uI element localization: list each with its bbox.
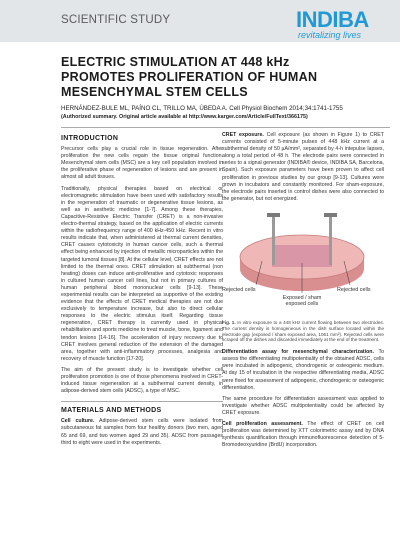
intro-paragraph-3: The aim of the present study is to investigate whether cell proliferation promotion is one of those phenomena involved in CRET-induced tissue regeneration at a subthermal current density, in adipose-derived stem cells (ADSC), a type of MSC.	[61, 366, 223, 395]
article-authors	[61, 105, 381, 121]
intro-paragraph-2: Traditionally, physical therapies based on electrical or electromagnetic stimulation have been used with satisfactory results in the regeneration of traumatic or degenerative tissue lesions, as well as in aesthetic medicine [1-7]. Among these therapies, Capacitive-Resistive Electric Transfer (CRET) is a non-invasive electro-thermal strategy, based on the application of electric currents within the radiofrequency range of 400 kHz-450 kHz. Recent in vitro results indicate that, when administered at thermal current densities, CRET causes cytotoxicity in human cancer cells, such a thermal effect being enhanced by injection of metallic microparticles within the targeted tumoral tissues [8]. At the cellular level, CRET effects are not limited to the thermal ones. CRET stimulation at subthermal (non heating) doses can induce anti-proliferative and cytotoxic responses in cultured human cancer cell lines, but not in primary cultures of human peripheral blood mononuclear cells [9-13]. These experimental results can be interpreted as supportive of the existing evidence that the effects of CRET medical therapies are not due exclusively to temperature increase, but also to direct cellular responses to the electric stimulus itself. Regarding tissue regeneration, CRET therapy is currently used in physical rehabilitation and sports medicine to treat muscle, bone, ligament and tendon lesions [14-16]. The acceleration of injury recovery due to CRET involves general reduction of the extension of the damaged area, together with anti-inflammatory processes, analgesia and recovery of muscle function [17-20].	[61, 185, 223, 362]
cret-text: Cell exposure (as shown in Figure 1) to CRET currents consisted of 5-minute pulses of 448 kHz current at a subthermal density of 50 µA/mm², separated by 4-h intepulse lapses, along a total period of 48 h. The electrode pairs were connected in series to a signal generator (INDIBA® device, INDIBA SA, Barcelona, Spain). Such exposure parameters have been proven to affect cell proliferation in previous studies by our group [9-13]. Cultures were grown in incubators and constantly monitored. For sham-exposure, the electrode pairs inserted in control dishes were also connected to the generator, but not energized.	[222, 132, 384, 202]
logo-tagline: revitalizing lives	[298, 30, 362, 40]
source-note: (Authorized summary. Original article available at http://www.karger.com/Article/FullText/366175)	[61, 114, 308, 120]
electrode-left-cap	[267, 213, 280, 217]
cret-lead: CRET exposure.	[222, 132, 264, 138]
intro-paragraph-1: Precursor cells play a crucial role in tissue regeneration. After proliferation the new cells regain the tissue original function. Mesenchymal stem cells (MSC) are a key cell population involved in the proliferative phase of regeneration of lesions and are present in almost all adult tissues.	[61, 146, 223, 181]
electrode-right-cap	[324, 213, 337, 217]
label-rejected-left: Rejected cells	[222, 286, 256, 293]
figure-1	[222, 207, 382, 317]
culture-paragraph	[61, 418, 223, 446]
section-label: SCIENTIFIC STUDY	[61, 14, 171, 26]
divider	[61, 127, 390, 128]
intro-heading: INTRODUCTION	[61, 135, 119, 142]
culture-lead: Cell culture.	[61, 418, 95, 425]
cret-paragraph	[222, 132, 384, 203]
prolif-paragraph	[222, 421, 384, 449]
prolif-lead: Cell proliferation assessment.	[222, 420, 303, 427]
diff-paragraph-2: The same procedure for differentiation assessment was applied to investigate whether ADSC multipotentiality could be affected by CRET exposure.	[222, 395, 384, 416]
author-list: HERNÁNDEZ-BULE ML, PAÍNO CL, TRILLO MA, ÚBEDA A.	[61, 105, 228, 112]
caption-lead: Fig. 1.	[222, 319, 236, 325]
right-column	[222, 132, 384, 453]
logo-wordmark: INDIBA	[296, 7, 369, 32]
left-column	[61, 132, 223, 451]
prolif-text: The effect of CRET on cell proliferation was determined by XTT colorimetric assay and by DNA synthesis quantification through immunofluorescence detection of 5-Bromodeoxyuridine (BrdU) incorporation.	[222, 420, 384, 449]
methods-heading: MATERIALS AND METHODS	[61, 401, 223, 414]
culture-text: Adipose-derived stem cells were isolated from subcutaneous fat samples from four healthy donors (two men, aged 65 and 69, and two women aged 29 and 35). ADSC from passages third to eight were used in the experiments.	[61, 418, 223, 446]
figure-caption	[222, 320, 384, 343]
citation: Cell Physiol Biochem 2014;34:1741-1755	[229, 105, 343, 112]
diff-text: To assess the differentiating multipotentiality of the obtained ADSC, cells were incubated in adipogenic, chondrogenic or osteogenic medium. At day 15 of incubation in the respective differentiating media, ADSC were fixed for assessment of adipogenic, chondrogenic or osteogenic differentiation.	[222, 349, 384, 391]
electrode-left	[272, 215, 275, 265]
diff-paragraph	[222, 349, 384, 392]
indiba-logo	[296, 7, 388, 40]
article-title: ELECTRIC STIMULATION AT 448 kHz PROMOTES PROLIFERATION OF HUMAN MESENCHYMAL STEM CELLS	[61, 55, 318, 99]
electrode-right	[329, 215, 332, 265]
label-exposed: Exposed / sham exposed cells	[282, 294, 322, 308]
caption-text: In vitro exposure to a 448 kHz current flowing between two electrodes. The current density is homogeneous in the dish surface located within the electrode gap (exposed / sham exposed area, 1061 mm²). Rejected cells were scraped off the dishes and discarded immediately at the end of the treatment.	[222, 319, 384, 343]
diff-lead: Differentiation assay for mesenchymal characterization.	[222, 349, 374, 356]
label-rejected-right: Rejected cells	[337, 286, 371, 293]
